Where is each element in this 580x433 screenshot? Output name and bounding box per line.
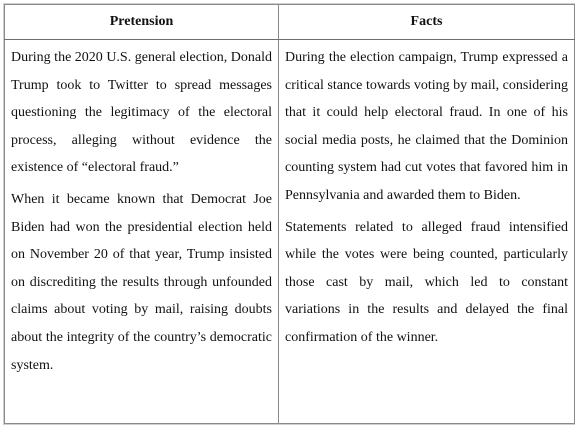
facts-cell [279,40,575,424]
pretension-cell [5,40,279,424]
pretension-paragraph-1: During the 2020 U.S. general election, Donald Trump took to Twitter to spread messages questioning the legitimacy of the electoral process, alleging without evidence the existence of “electoral fraud.” [11,50,272,176]
facts-paragraph-1: During the election campaign, Trump expressed a critical stance towards voting by mail, considering that it could help electoral fraud. In one of his social media posts, he claimed that the Dominion counting system had cut votes that favored him in Pennsylvania and awarded them to Biden. [285,50,568,203]
header-pretension: Pretension [5,5,279,40]
header-row [5,5,575,40]
facts-paragraph-2: Statements related to alleged fraud intensified while the votes were being counted, particularly those cast by mail, which led to constant variations in the results and delayed the final confirmation of the winner. [285,219,568,345]
comparison-table-container [4,4,574,424]
pretension-paragraph-2: When it became known that Democrat Joe Biden had won the presidential election held on November 20 of that year, Trump insisted on discrediting the results through unfounded claims about voting by mail, raising doubts about the integrity of the country’s democratic system. [11,191,272,373]
header-facts: Facts [279,5,575,40]
comparison-table [4,4,575,424]
table-row [5,40,575,424]
